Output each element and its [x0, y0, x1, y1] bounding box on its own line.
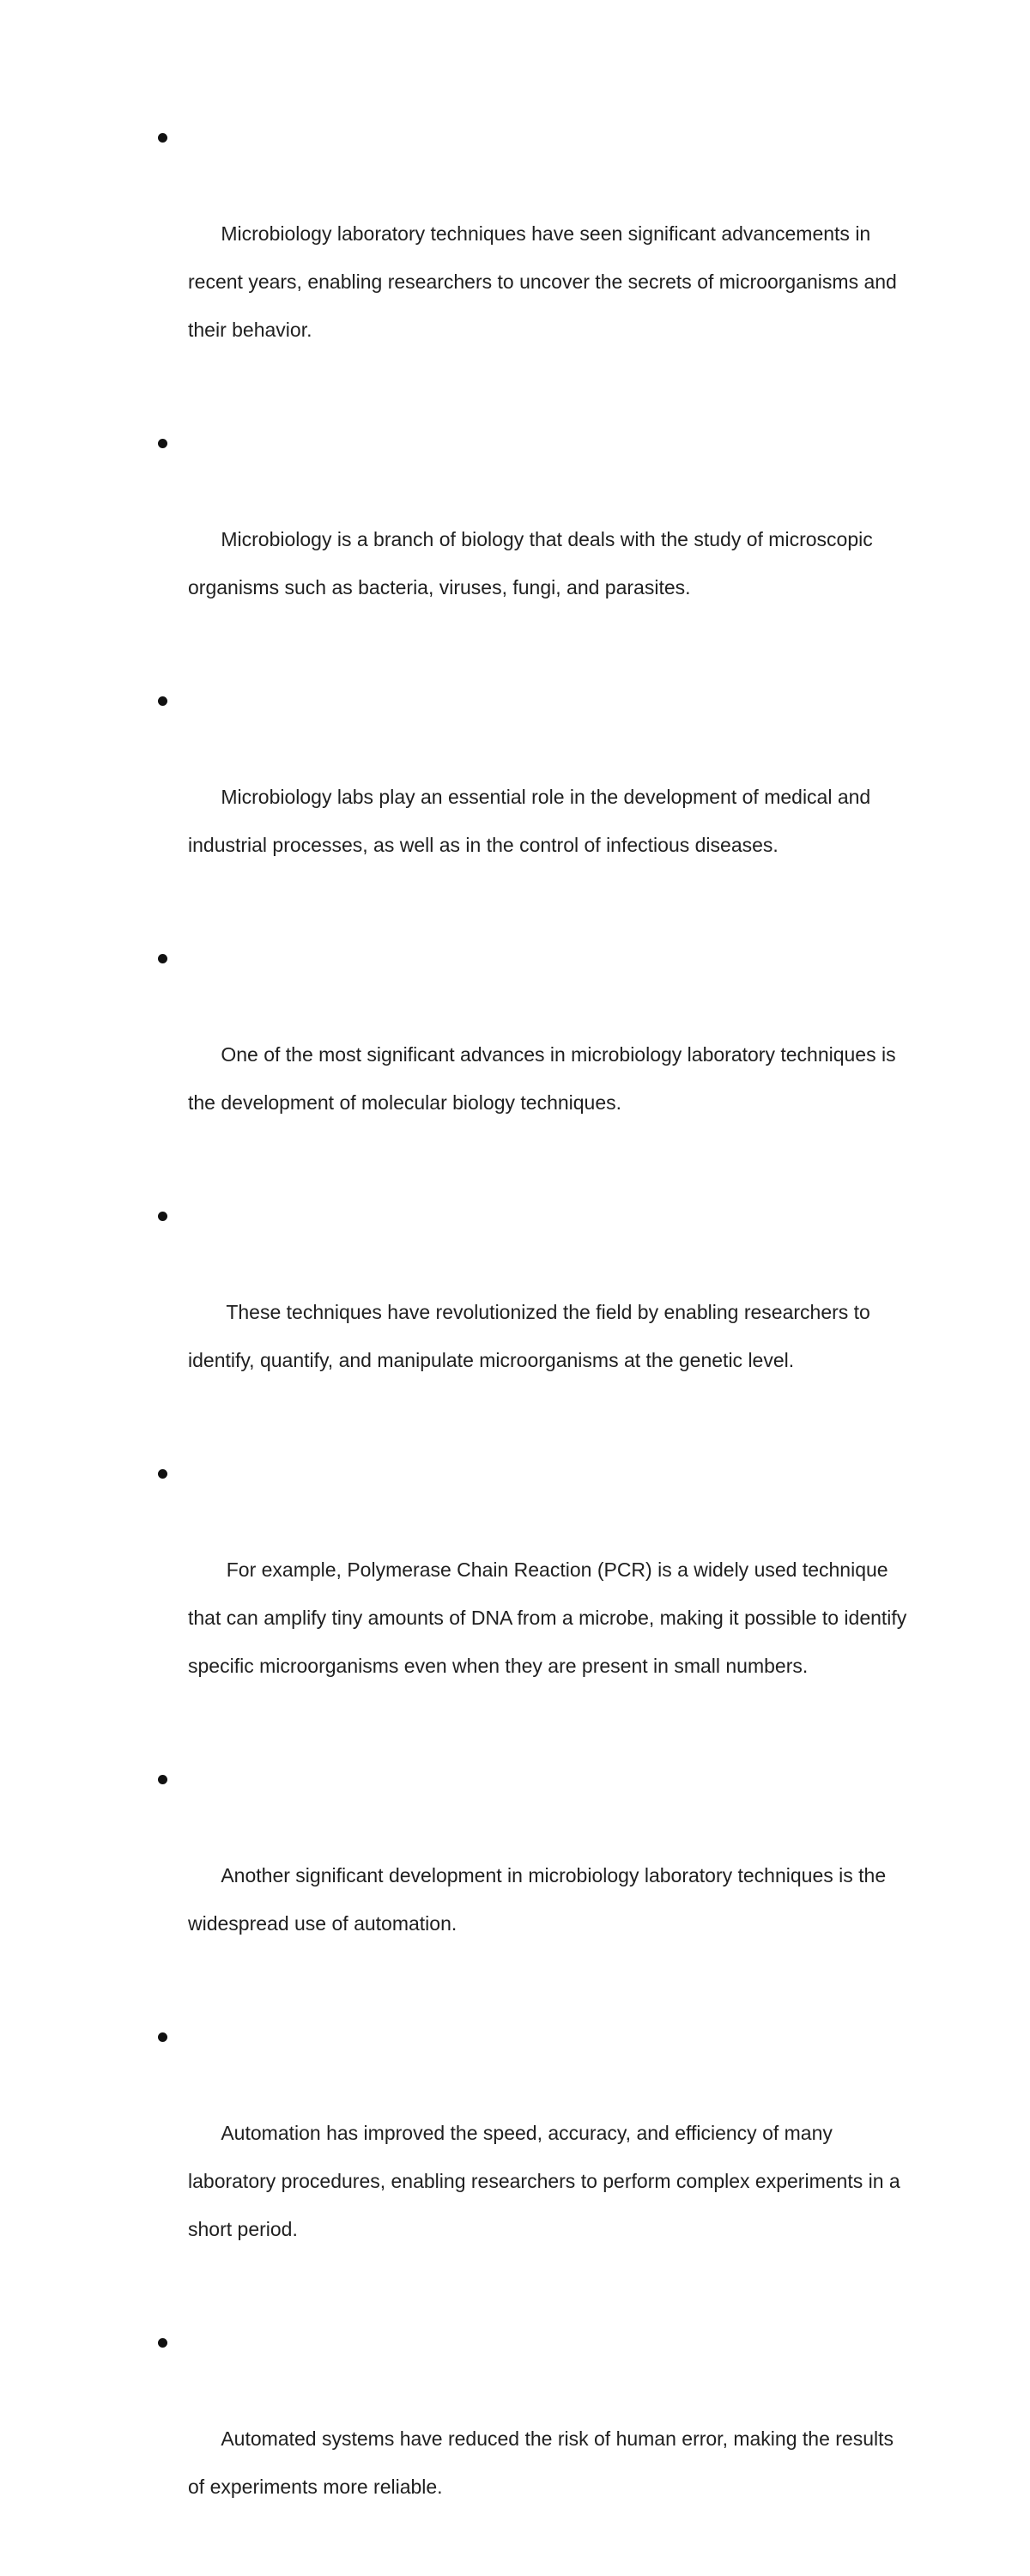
bullet-item	[0, 1449, 912, 1738]
bullet-text: For example, Polymerase Chain Reaction (PCR) is a widely used technique that can amplify tiny amounts of DNA from a microbe, making it possible to identify specific microorganisms even when they are present in small numbers.	[188, 1558, 912, 1677]
bullet-item	[0, 934, 909, 1175]
bullet-dot-icon	[158, 1775, 167, 1784]
bullet-text: Microbiology laboratory techniques have seen significant advancements in recent years, enabling researchers to uncover the secrets of microorganisms and their behavior.	[188, 222, 903, 341]
bullet-dot-icon	[158, 1212, 167, 1221]
bullet-item	[0, 1755, 909, 1996]
bullet-text: Automated systems have reduced the risk of human error, making the results of experiments more reliable.	[188, 2427, 900, 2498]
bullet-dot-icon	[158, 954, 167, 963]
bullet-text: Microbiology labs play an essential role in the development of medical and industrial processes, as well as in the control of infectious diseases.	[188, 786, 876, 856]
bullet-list	[0, 113, 1030, 2576]
bullet-item	[0, 419, 909, 659]
bullet-dot-icon	[158, 696, 167, 706]
bullet-item	[0, 113, 909, 402]
bullet-dot-icon	[158, 2338, 167, 2348]
bullet-dot-icon	[158, 133, 167, 143]
bullet-item	[0, 1192, 909, 1432]
bullet-item	[0, 677, 909, 917]
bullet-dot-icon	[158, 2032, 167, 2042]
bullet-item	[0, 2318, 909, 2559]
bullet-text: Microbiology is a branch of biology that deals with the study of microscopic organisms such as bacteria, viruses, fungi, and parasites.	[188, 528, 879, 598]
bullet-item	[0, 2013, 909, 2301]
bullet-text: Another significant development in microbiology laboratory techniques is the widespread use of automation.	[188, 1864, 892, 1935]
bullet-text: One of the most significant advances in microbiology laboratory techniques is the development of molecular biology techniques.	[188, 1043, 901, 1114]
bullet-dot-icon	[158, 439, 167, 448]
bullet-text: Automation has improved the speed, accuracy, and efficiency of many laboratory procedures, enabling researchers to perform complex experiments in a short period.	[188, 2122, 906, 2240]
bullet-dot-icon	[158, 1469, 167, 1479]
bullet-text: These techniques have revolutionized the field by enabling researchers to identify, quantify, and manipulate microorganisms at the genetic level.	[188, 1301, 876, 1371]
